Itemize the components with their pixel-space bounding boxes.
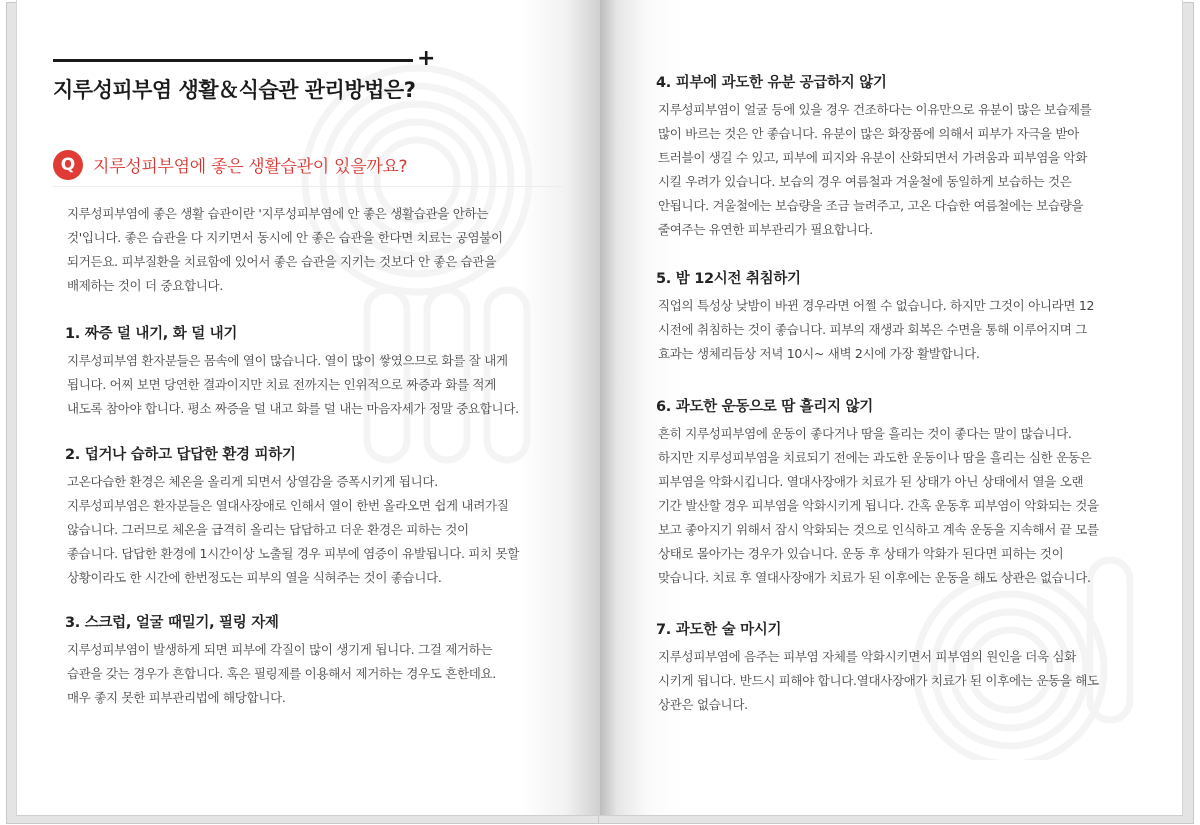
section-line: 직업의 특성상 낮밤이 바뀐 경우라면 어쩔 수 없습니다. 하지만 그것이 아니라면 12	[658, 298, 1095, 313]
section-line: 지루성피부염은 환자분들은 열대사장애로 인해서 열이 한번 올라오면 쉽게 내려가질	[67, 498, 509, 513]
section-body-3	[67, 638, 496, 710]
section-line: 매우 좋지 못한 피부관리법에 해당합니다.	[67, 690, 286, 705]
title-plus-mark: +	[417, 46, 436, 71]
section-line: 피부염을 악화시킵니다. 열대사장애가 치료가 된 상태가 아닌 상태에서 열을 오랜	[658, 474, 1084, 489]
section-line: 기간 발산할 경우 피부염을 악화시키게 됩니다. 간혹 운동후 피부염이 악화되는 것을	[658, 498, 1099, 513]
page-title: 지루성피부염 생활＆식습관 관리방법은?	[53, 78, 416, 102]
section-body-1	[67, 349, 519, 421]
left-page	[16, 0, 601, 816]
section-line: 안됩니다. 겨울철에는 보습량을 조금 늘려주고, 고온 다습한 여름철에는 보습량을	[658, 198, 1084, 213]
section-heading-3: 3. 스크럽, 얼굴 때밀기, 필링 자제	[65, 615, 279, 631]
section-line: 지루성피부염이 발생하게 되면 피부에 각질이 많이 생기게 됩니다. 그걸 제거하는	[67, 642, 493, 657]
section-line: 내도록 참아야 합니다. 평소 짜증을 덜 내고 화를 덜 내는 마음자세가 정말 중요합니다.	[67, 401, 519, 416]
intro-line: 되거든요. 피부질환을 치료함에 있어서 좋은 습관을 지키는 것보다 안 좋은 습관을	[67, 254, 496, 269]
section-line: 상황이라도 한 시간에 한번정도는 피부의 열을 식혀주는 것이 좋습니다.	[67, 570, 442, 585]
question-title: 지루성피부염에 좋은 생활습관이 있을까요?	[93, 157, 408, 177]
section-line: 하지만 지루성피부염을 치료되기 전에는 과도한 운동이나 땀을 흘리는 심한 운동은	[658, 450, 1092, 465]
section-line: 상관은 없습니다.	[658, 697, 748, 712]
section-body-2	[67, 470, 519, 590]
section-body-6	[658, 422, 1099, 590]
section-line: 시키게 됩니다. 반드시 피해야 합니다.열대사장애가 치료가 된 이후에는 운동을 해도	[658, 673, 1099, 688]
section-line: 줄여주는 유연한 피부관리가 필요합니다.	[658, 222, 873, 237]
intro-line: 지루성피부염에 좋은 생활 습관이란 '지루성피부염에 안 좋은 생활습관을 안하는	[67, 206, 489, 221]
section-line: 시전에 취침하는 것이 좋습니다. 피부의 재생과 회복은 수면을 통해 이루어지며 그	[658, 322, 1087, 337]
section-line: 않습니다. 그러므로 체온을 급격히 올리는 답답하고 더운 환경은 피하는 것이	[67, 522, 469, 537]
section-line: 효과는 생체리듬상 저녁 10시~ 새벽 2시에 가장 활발합니다.	[658, 346, 980, 361]
section-line: 보고 좋아지기 위해서 잠시 악화되는 것으로 인식하고 계속 운동을 지속해서 끝 모를	[658, 522, 1099, 537]
section-line: 고온다습한 환경은 체온을 올리게 되면서 상열감을 증폭시키게 됩니다.	[67, 474, 438, 489]
section-line: 흔히 지루성피부염에 운동이 좋다거나 땀을 흘리는 것이 좋다는 말이 많습니다.	[658, 426, 1072, 441]
section-line: 됩니다. 어찌 보면 당연한 결과이지만 치료 전까지는 인위적으로 짜증과 화를 적게	[67, 377, 496, 392]
right-page	[600, 0, 1183, 816]
section-heading-4: 4. 피부에 과도한 유분 공급하지 않기	[656, 75, 887, 91]
section-line: 습관을 갖는 경우가 흔합니다. 혹은 필링제를 이용해서 제거하는 경우도 흔한데요.	[67, 666, 496, 681]
question-badge: Q	[53, 150, 83, 180]
intro-paragraph	[67, 202, 503, 298]
title-rule	[53, 59, 413, 62]
section-line: 지루성피부염이 얼굴 등에 있을 경우 건조하다는 이유만으로 유분이 많은 보습제를	[658, 102, 1092, 117]
section-line: 상태로 몰아가는 경우가 있습니다. 운동 후 상태가 악화가 된다면 피하는 것이	[658, 546, 1064, 561]
section-heading-1: 1. 짜증 덜 내기, 화 덜 내기	[65, 326, 238, 342]
section-body-5	[658, 294, 1094, 366]
section-line: 좋습니다. 답답한 환경에 1시간이상 노출될 경우 피부에 염증이 유발됩니다. 피치 못할	[67, 546, 520, 561]
section-line: 많이 바르는 것은 안 좋습니다. 유분이 많은 화장품에 의해서 피부가 자극을 받아	[658, 126, 1079, 141]
intro-line: 배제하는 것이 더 중요합니다.	[67, 278, 223, 293]
section-line: 지루성피부염 환자분들은 몸속에 열이 많습니다. 열이 많이 쌓였으므로 화를 잘 내게	[67, 353, 508, 368]
section-line: 맞습니다. 치료 후 열대사장애가 치료가 된 이후에는 운동을 해도 상관은 없습니다.	[658, 570, 1091, 585]
section-body-7	[658, 645, 1099, 717]
section-body-4	[658, 98, 1091, 242]
section-heading-2: 2. 덥거나 습하고 답답한 환경 피하기	[65, 447, 296, 463]
section-heading-6: 6. 과도한 운동으로 땀 흘리지 않기	[656, 399, 873, 415]
intro-line: 것'입니다. 좋은 습관을 다 지키면서 동시에 안 좋은 습관을 한다면 치료는 공염불이	[67, 230, 503, 245]
section-heading-7: 7. 과도한 술 마시기	[656, 622, 782, 638]
question-divider	[53, 186, 563, 187]
section-line: 시킬 우려가 있습니다. 보습의 경우 여름철과 겨울철에 동일하게 보습하는 것은	[658, 174, 1072, 189]
section-line: 지루성피부염에 음주는 피부염 자체를 악화시키면서 피부염의 원인을 더욱 심화	[658, 649, 1076, 664]
section-line: 트러블이 생길 수 있고, 피부에 피지와 유분이 산화되면서 가려움과 피부염을 악화	[658, 150, 1087, 165]
section-heading-5: 5. 밤 12시전 취침하기	[656, 271, 801, 287]
